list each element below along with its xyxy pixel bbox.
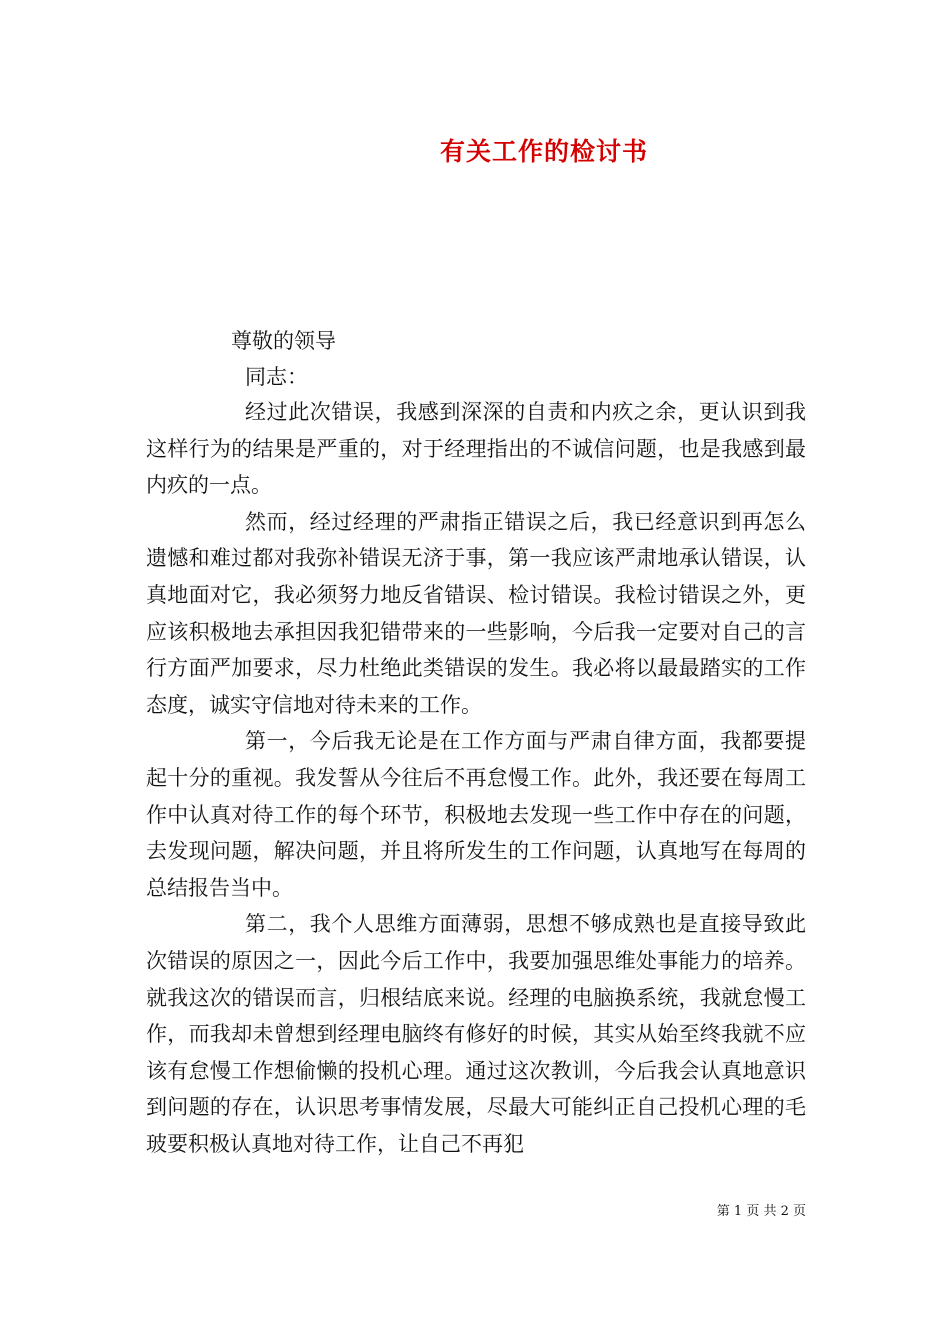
page-number-footer: 第 1 页 共 2 页 — [716, 1204, 806, 1219]
salutation-line-2: 同志： — [245, 365, 308, 389]
paragraph-4: 第二，我个人思维方面薄弱，思想不够成熟也是直接导致此次错误的原因之一，因此今后工作中，我要加强思维处事能力的培养。就我这次的错误而言，归根结底来说。经理的电脑换系统，我就怠慢工作，而我却未曾想到经理电脑终有修好的时候，其实从始至终我就不应该有怠慢工作想偷懒的投机心理。通过这次教训，今后我会认真地意识到问题的存在，认识思考事情发展，尽最大可能纠正自己投机心理的毛玻要积极认真地对待工作，让自己不再犯 — [146, 912, 806, 1156]
paragraph-2: 然而，经过经理的严肃指正错误之后，我已经意识到再怎么遗憾和难过都对我弥补错误无济于事，第一我应该严肃地承认错误，认真地面对它，我必须努力地反省错误、检讨错误。我检讨错误之外，更应该积极地去承担因我犯错带来的一些影响，今后我一定要对自己的言行方面严加要求，尽力杜绝此类错误的发生。我必将以最最踏实的工作态度，诚实守信地对待未来的工作。 — [146, 509, 806, 717]
document-title: 有关工作的检讨书 — [440, 137, 649, 166]
document-body — [146, 394, 806, 1162]
salutation-line-1: 尊敬的领导 — [231, 329, 336, 353]
paragraph-1: 经过此次错误，我感到深深的自责和内疚之余，更认识到我这样行为的结果是严重的，对于经理指出的不诚信问题，也是我感到最内疚的一点。 — [146, 400, 806, 498]
paragraph-3: 第一，今后我无论是在工作方面与严肃自律方面，我都要提起十分的重视。我发誓从今往后不再怠慢工作。此外，我还要在每周工作中认真对待工作的每个环节，积极地去发现一些工作中存在的问题，去发现问题，解决问题，并且将所发生的工作问题，认真地写在每周的总结报告当中。 — [146, 729, 806, 900]
